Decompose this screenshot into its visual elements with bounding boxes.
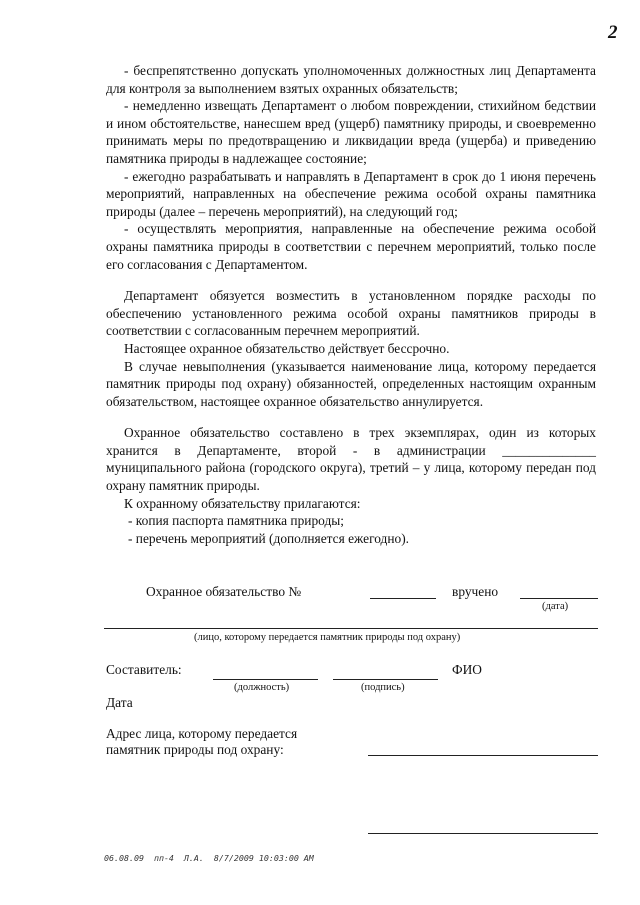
page-number: 2 (608, 22, 618, 43)
copies-clause (106, 424, 596, 494)
obligation-item: - немедленно извещать Департамент о любом повреждении, стихийном бедствии и ином обстоятельстве, нанесшем вред (ущерб) памятнику природы, и своевременно принимать меры по предотвращению и ликвидации вреда (ущерба) и приведению памятника природы в надлежащее состояние; (106, 98, 596, 166)
number-blank-line (370, 598, 436, 599)
recipient-caption: (лицо, которому передается памятник природы под охрану) (194, 632, 461, 643)
position-blank-line (213, 679, 318, 680)
department-obligation: Департамент обязуется возместить в установленном порядке расходы по обеспечению установленного режима особой охраны памятников природы в соответствии с согласованным перечнем мероприятий. (106, 288, 596, 339)
annulment-clause: В случае невыполнения (указывается наименование лица, которому передается памятник природы под охрану) обязанностей, определенных настоящим охранным обязательством, настоящее охранное обязательство аннулируется. (106, 358, 596, 409)
address-label: Адрес лица, которому передается памятник природы под охрану: (106, 726, 298, 757)
recipient-blank-line (104, 628, 598, 629)
date-blank-line (520, 598, 598, 599)
signature-blank-line (333, 679, 438, 680)
date-label: Дата (106, 695, 133, 710)
document-body (106, 62, 596, 547)
address-blank-line-2 (368, 833, 598, 834)
administration-blank: ______________ (502, 442, 596, 458)
attachment-item: - перечень мероприятий (дополняется ежегодно). (128, 530, 410, 546)
copies-text-2: муниципального района (городского округа), третий – у лица, которому передан под охрану памятник природы. (106, 460, 596, 494)
copies-text-1: Охранное обязательство составлено в трех экземплярах, один из которых хранится в Департаменте, второй - в администрации (106, 425, 596, 458)
date-caption: (дата) (542, 601, 569, 612)
obligation-item: - осуществлять мероприятия, направленные на обеспечение режима особой охраны памятника природы в соответствии с перечнем мероприятий, только после его согласования с Департаментом. (106, 221, 596, 272)
attachment-item: - копия паспорта памятника природы; (128, 513, 344, 529)
position-caption: (должность) (234, 682, 290, 693)
obligation-item: - ежегодно разрабатывать и направлять в Департамент в срок до 1 июня перечень мероприятий, направленных на обеспечение режима особой охраны памятника природы (далее – перечень мероприятий), на следующий год; (106, 168, 596, 219)
signature-caption: (подпись) (361, 682, 405, 693)
address-blank-line (368, 755, 598, 756)
obligation-item: - беспрепятственно допускать уполномоченных должностных лиц Департамента для контроля за выполнением взятых охранных обязательств; (106, 63, 596, 96)
validity-statement: Настоящее охранное обязательство действует бессрочно. (124, 340, 450, 356)
delivered-label: вручено (452, 584, 499, 599)
attachments-title: К охранному обязательству прилагаются: (124, 495, 361, 511)
compiler-label: Составитель: (106, 662, 182, 677)
handover-label: Охранное обязательство № (146, 584, 302, 599)
footer-metadata: 06.08.09 пп-4 Л.А. 8/7/2009 10:03:00 AM (104, 853, 314, 863)
name-label: ФИО (452, 662, 482, 677)
